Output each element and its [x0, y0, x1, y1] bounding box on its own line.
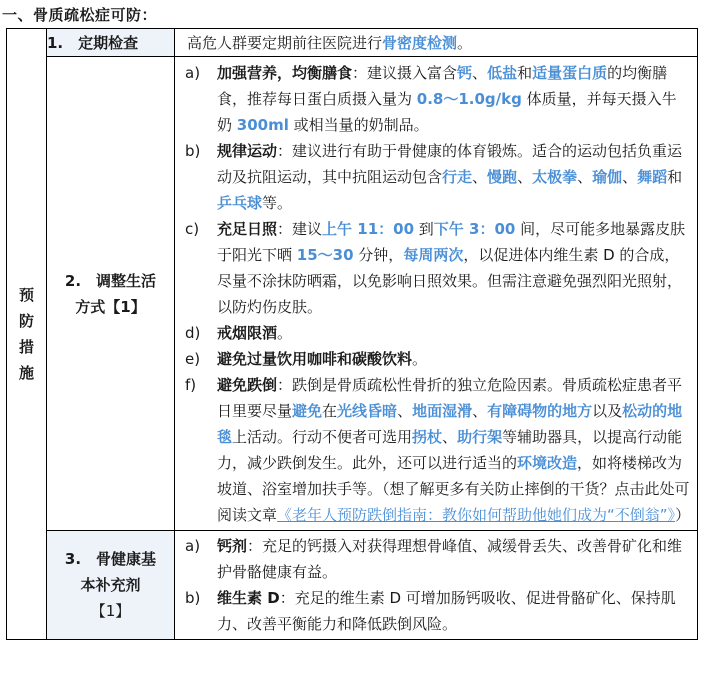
list-item-falls: [175, 372, 697, 528]
highlight-span: 骨密度检测: [382, 33, 458, 52]
text-span: ，以促进体内维生素 D 的合成，尽量不涂抹防晒霜，以免影响日照效果。但需注意避免强烈阳光照射，以防灼伤皮肤。: [217, 246, 683, 316]
highlight-span: 慢跑: [487, 168, 518, 186]
table-row-regular-check: [7, 29, 698, 57]
text-span: 上活动。行动不便者可选用: [232, 428, 413, 446]
item-marker: c): [185, 220, 200, 238]
item-text: [217, 533, 697, 585]
text-span: 分钟，: [353, 246, 404, 264]
list-item-coffee: [175, 346, 697, 372]
item-title: 钙剂: [217, 537, 248, 555]
list-item-vitamin-d: [175, 585, 697, 637]
highlight-span: 0.8～1.0g/kg: [416, 90, 522, 108]
item-marker: a): [185, 537, 201, 555]
highlight-span: 助行架: [457, 428, 503, 446]
text-span: 、: [442, 428, 458, 446]
text-span: ：跌倒是骨质疏松性骨折的独立危险因素。骨质疏松症患者平日里要尽量: [217, 376, 683, 420]
text-span: ：建议摄入富含: [352, 64, 458, 82]
text-span: 到: [414, 220, 434, 238]
text-span: 。: [457, 33, 473, 52]
highlight-span: 环境改造: [517, 454, 578, 472]
highlight-span: 瑜伽: [592, 168, 623, 186]
side-label-char: 施: [18, 364, 34, 382]
highlight-span: 太极拳: [532, 168, 578, 186]
text-span: 、: [472, 402, 488, 420]
row-label-lifestyle: [47, 57, 175, 531]
item-title: 加强营养，均衡膳食: [217, 64, 353, 82]
highlight-span: 有障碍物的地方: [487, 402, 593, 420]
text-span: 、: [472, 168, 488, 186]
text-span: 以及: [592, 402, 623, 420]
highlight-span: 光线昏暗: [337, 402, 398, 420]
row-content-supplements: [175, 531, 698, 640]
highlight-span: 上午 11：00: [322, 220, 415, 238]
side-label-char: 防: [18, 312, 34, 330]
item-marker: d): [185, 324, 201, 342]
label-line: 2. 调整生活: [64, 271, 157, 290]
table-row-supplements: [7, 531, 698, 640]
text-span: 间，尽可能多地暴露皮肤于阳光下晒: [217, 220, 686, 264]
item-text: [217, 138, 697, 216]
text-span: ）: [675, 506, 691, 524]
text-span: 的均衡膳食，推荐每日蛋白质摄入量为: [217, 64, 668, 108]
highlight-span: 松动的地毯: [217, 402, 683, 446]
table-row-lifestyle: [7, 57, 698, 531]
item-title: 戒烟限酒: [217, 324, 278, 342]
item-text: [217, 216, 697, 320]
section-heading: 一、骨质疏松症可防：: [2, 6, 158, 24]
item-title: 避免跌倒: [217, 376, 278, 394]
highlight-span: 300ml: [236, 116, 289, 134]
row-label-regular-check: 1. 定期检查: [47, 29, 175, 57]
highlight-span: 15～30: [296, 246, 354, 264]
item-text: [217, 346, 697, 372]
item-text: [217, 372, 697, 528]
item-title: 充足日照: [217, 220, 278, 238]
highlight-span: 行走: [442, 168, 473, 186]
text-span: ：充足的钙摄入对获得理想骨峰值、减缓骨丢失、改善骨矿化和维护骨骼健康有益。: [217, 537, 683, 581]
text-span: 和: [667, 168, 683, 186]
label-line: 3. 骨健康基: [64, 550, 157, 568]
text-span: ，如将楼梯改为坡道、浴室增加扶手等。（想了解更多有关防止摔倒的干货？点击此处可阅读文章: [217, 454, 690, 524]
text-span: 体质量，并每天摄入牛奶: [217, 90, 677, 134]
text-span: 高危人群要定期前往医院进行: [187, 33, 383, 52]
text-span: 等。: [262, 194, 293, 212]
text-span: 或相当量的奶制品。: [288, 116, 429, 134]
item-marker: e): [185, 350, 201, 368]
text-span: 、: [622, 168, 638, 186]
highlight-span: 避免: [292, 402, 323, 420]
item-title: 规律运动: [217, 142, 278, 160]
row-label-supplements: [47, 531, 175, 640]
item-title: 维生素 D: [217, 589, 280, 607]
item-text: [217, 60, 697, 138]
list-item-sunlight: [175, 216, 697, 320]
highlight-span: 地面湿滑: [412, 402, 473, 420]
text-span: ：建议: [277, 220, 323, 238]
item-text: [217, 320, 697, 346]
highlight-span: 下午 3：00: [433, 220, 516, 238]
regular-check-text: [175, 30, 697, 56]
text-span: 等辅助器具，以提高行动能力，减少跌倒发生。此外，还可以进行适当的: [217, 428, 683, 472]
item-marker: a): [185, 64, 201, 82]
text-span: 。: [412, 350, 428, 368]
list-item-exercise: [175, 138, 697, 216]
text-span: 。: [277, 324, 293, 342]
text-span: 、: [577, 168, 593, 186]
article-link[interactable]: 《老年人预防跌倒指南：教你如何帮助他她们成为“不倒翁”》: [277, 506, 676, 524]
item-text: [217, 585, 697, 637]
highlight-span: 乒乓球: [217, 194, 263, 212]
highlight-span: 每周两次: [403, 246, 464, 264]
list-item-smoking: [175, 320, 697, 346]
item-title: 避免过量饮用咖啡和碳酸饮料: [217, 350, 413, 368]
label-line: 本补充剂: [80, 576, 141, 594]
label-line: 方式【1】: [75, 297, 146, 316]
label-line: 【1】: [90, 602, 131, 620]
item-marker: b): [185, 589, 201, 607]
list-item-calcium: [175, 533, 697, 585]
highlight-span: 适量蛋白质: [532, 64, 608, 82]
text-span: 、: [397, 402, 413, 420]
prevention-table: [6, 28, 698, 640]
list-item-nutrition: [175, 60, 697, 138]
item-marker: b): [185, 142, 201, 160]
highlight-span: 低盐: [487, 64, 518, 82]
highlight-span: 拐杖: [412, 428, 443, 446]
side-label-char: 措: [18, 338, 34, 356]
side-label-cell: [7, 29, 47, 640]
row-content-regular-check: [175, 29, 698, 57]
text-span: ：建议进行有助于骨健康的体育锻炼。适合的运动包括负重运动及抗阻运动，其中抗阻运动包含: [217, 142, 683, 186]
text-span: 在: [322, 402, 338, 420]
highlight-span: 舞蹈: [637, 168, 668, 186]
side-label-char: 预: [18, 286, 34, 304]
text-span: 、: [472, 64, 488, 82]
highlight-span: 钙: [457, 64, 473, 82]
text-span: 和: [517, 64, 533, 82]
row-content-lifestyle: [175, 57, 698, 531]
item-marker: f): [185, 376, 197, 394]
text-span: 、: [517, 168, 533, 186]
text-span: ：充足的维生素 D 可增加肠钙吸收、促进骨骼矿化、保持肌力、改善平衡能力和降低跌倒风险。: [217, 589, 676, 633]
